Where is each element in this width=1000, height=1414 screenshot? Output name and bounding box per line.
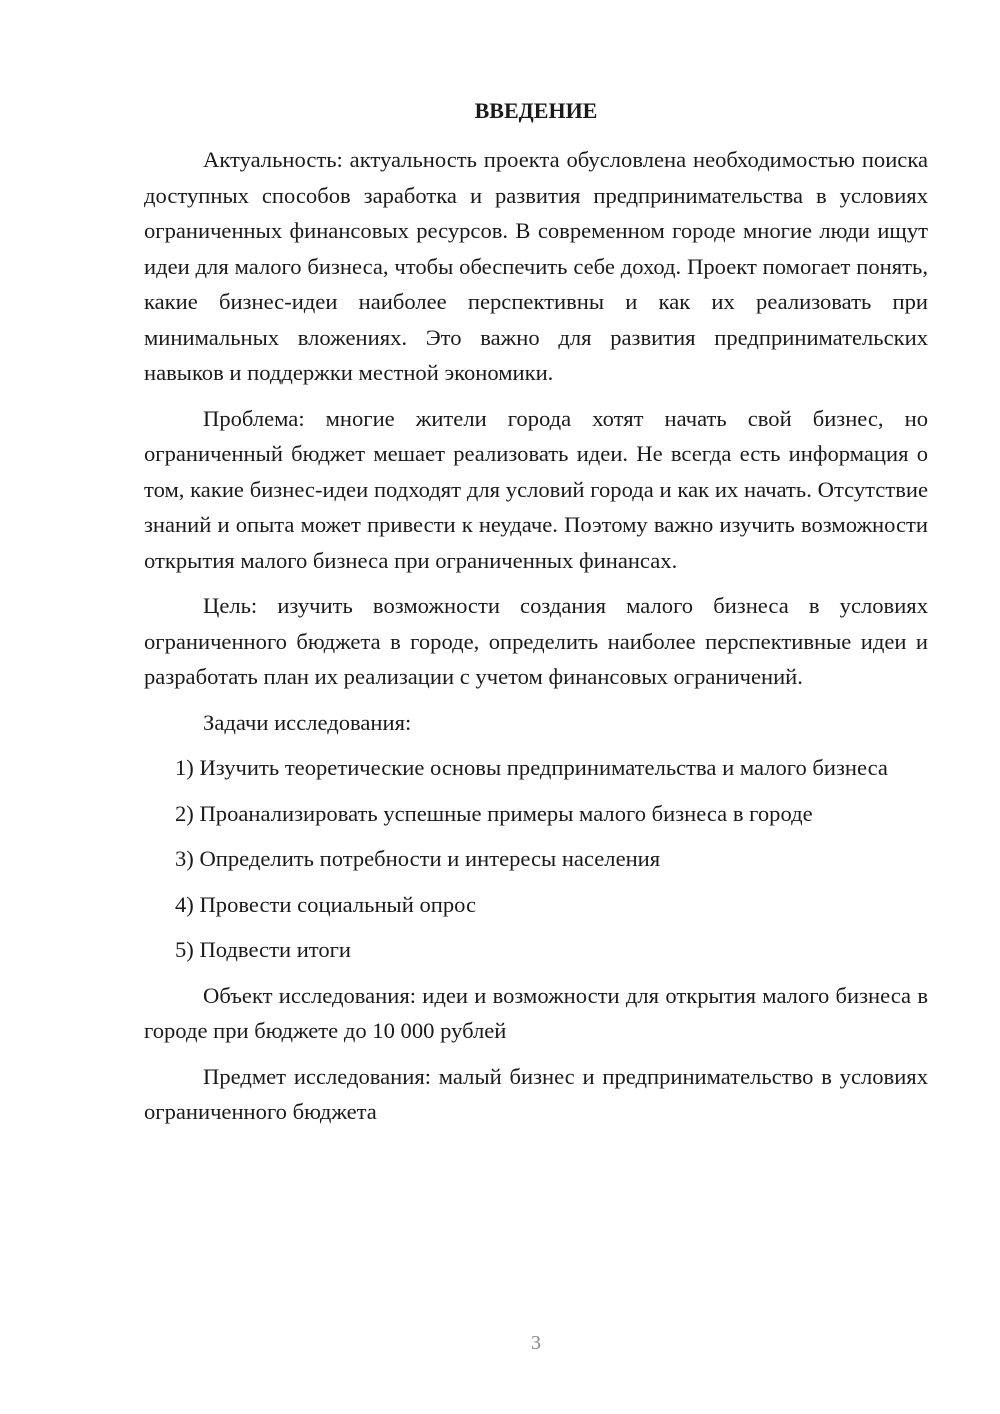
task-item: 5) Подвести итоги [175, 937, 352, 962]
task-item: 2) Проанализировать успешные примеры малого бизнеса в городе [175, 800, 813, 826]
task-item: 4) Провести социальный опрос [175, 891, 477, 917]
document-body [144, 142, 928, 1140]
document-page [144, 0, 928, 1414]
page-title: ВВЕДЕНИЕ [474, 98, 598, 123]
subject-paragraph: Предмет исследования: малый бизнес и предпринимательство в условиях ограниченного бюджета [144, 1063, 928, 1124]
object-paragraph: Объект исследования: идеи и возможности для открытия малого бизнеса в городе при бюджете до 10 000 рублей [144, 982, 928, 1043]
tasks-heading: Задачи исследования: [203, 709, 412, 735]
task-item: 3) Определить потребности и интересы населения [175, 846, 661, 871]
goal-paragraph: Цель: изучить возможности создания малого бизнеса в условиях ограниченного бюджета в городе, определить наиболее перспективные идеи и разработать план их реализации с учетом финансовых ограничений. [144, 593, 928, 689]
problem-paragraph: Проблема: многие жители города хотят начать свой бизнес, но ограниченный бюджет мешает реализовать идеи. Не всегда есть информация о том, какие бизнес-идеи подходят для условий города и как их начать. Отсутствие знаний и опыта может привести к неудаче. Поэтому важно изучить возможности открытия малого бизнеса при ограниченных финансах. [144, 405, 928, 573]
task-item: 1) Изучить теоретические основы предпринимательства и малого бизнеса [175, 755, 888, 780]
page-number: 3 [531, 1332, 541, 1354]
relevance-paragraph: Актуальность: актуальность проекта обусловлена необходимостью поиска доступных способов заработка и развития предпринимательства в условиях ограниченных финансовых ресурсов. В современном городе многие люди ищут идеи для малого бизнеса, чтобы обеспечить себе доход. Проект помогает понять, какие бизнес-идеи наиболее перспективны и как их реализовать при минимальных вложениях. Это важно для развития предпринимательских навыков и поддержки местной экономики. [144, 147, 928, 385]
